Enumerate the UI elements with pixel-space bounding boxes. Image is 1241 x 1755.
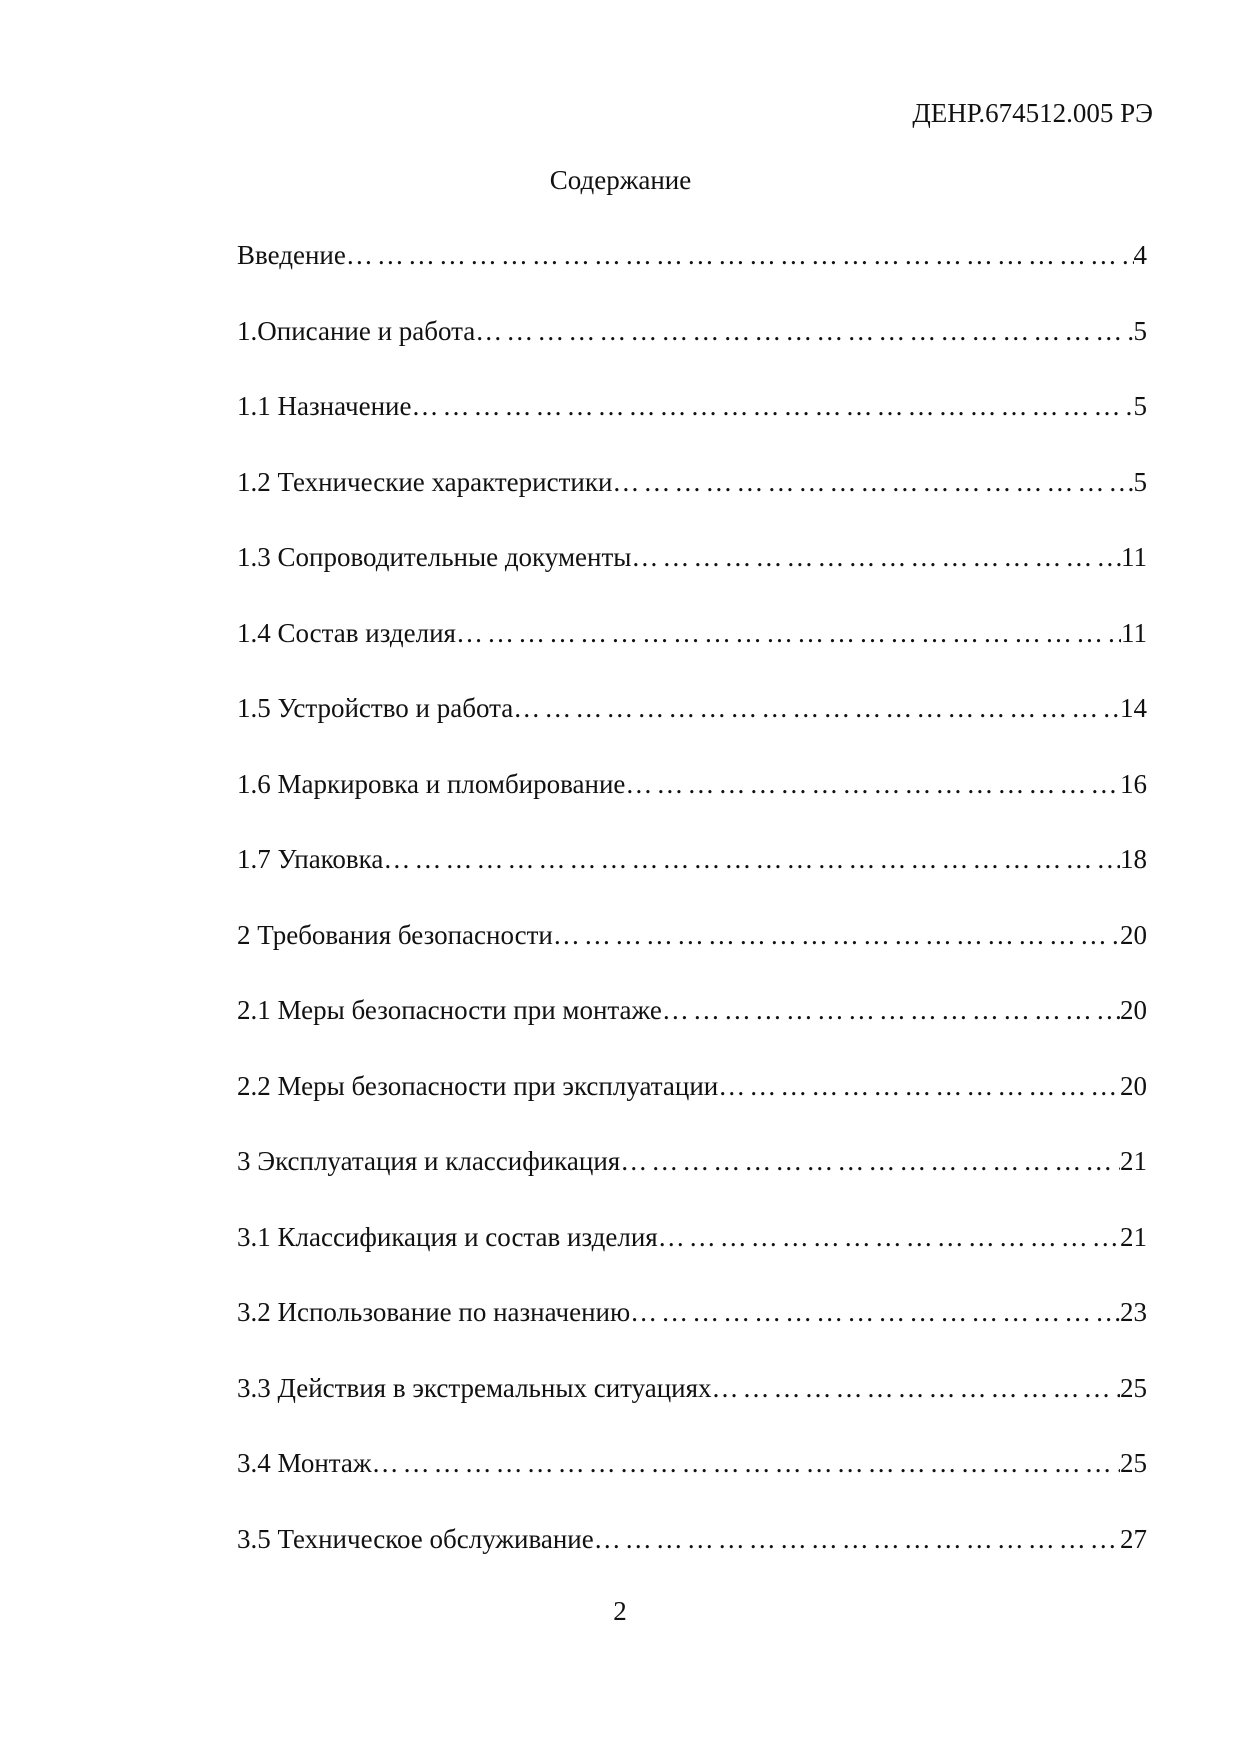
toc-leader-dots (631, 542, 1121, 573)
toc-entry-page: 27 (1120, 1523, 1147, 1554)
toc-entry-page: 25 (1120, 1372, 1147, 1403)
toc-entry[interactable] (237, 391, 1147, 467)
toc-entry-page: 21 (1120, 1146, 1147, 1176)
toc-entry[interactable] (237, 1297, 1147, 1373)
toc-leader-dots (625, 769, 1120, 800)
toc-entry[interactable] (237, 920, 1147, 996)
toc-entry[interactable] (237, 618, 1147, 694)
table-of-contents (237, 240, 1147, 1599)
toc-entry[interactable] (237, 467, 1147, 543)
toc-entry[interactable] (237, 316, 1147, 392)
toc-leader-dots (346, 240, 1134, 271)
toc-entry[interactable] (237, 844, 1147, 920)
toc-entry[interactable] (237, 542, 1147, 618)
toc-entry-page: 20 (1120, 1070, 1147, 1101)
toc-entry[interactable] (237, 995, 1147, 1071)
toc-entry-page: 21 (1120, 1221, 1147, 1252)
toc-entry-page: 11 (1121, 617, 1147, 648)
toc-entry-page: 5 (1133, 315, 1147, 346)
toc-entry[interactable] (237, 1448, 1147, 1524)
toc-entry[interactable] (237, 1146, 1147, 1222)
toc-entry-page: 16 (1120, 768, 1147, 799)
toc-leader-dots (553, 920, 1120, 951)
toc-entry[interactable] (237, 769, 1147, 845)
toc-entry-label: 3 Эксплуатация и классификация (237, 1146, 621, 1176)
toc-entry-page: 20 (1120, 995, 1147, 1025)
toc-leader-dots (411, 391, 1133, 422)
toc-leader-dots (662, 995, 1120, 1026)
toc-entry-label: 1.Описание и работа (237, 315, 476, 346)
toc-entry[interactable] (237, 1222, 1147, 1298)
toc-leader-dots (513, 693, 1120, 724)
toc-entry-label: 3.1 Классификация и состав изделия (237, 1221, 658, 1252)
toc-entry-page: 14 (1120, 693, 1147, 723)
toc-entry-label: 3.3 Действия в экстремальных ситуациях (237, 1372, 712, 1403)
toc-entry-page: 4 (1133, 240, 1147, 270)
toc-leader-dots (594, 1524, 1120, 1555)
toc-leader-dots (612, 467, 1133, 498)
toc-entry-page: 23 (1120, 1297, 1147, 1327)
toc-entry[interactable] (237, 240, 1147, 316)
toc-leader-dots (475, 316, 1133, 347)
toc-entry-label: 2.1 Меры безопасности при монтаже (237, 995, 662, 1025)
toc-entry-page: 5 (1133, 466, 1147, 497)
toc-entry-label: 3.2 Использование по назначению (237, 1297, 631, 1327)
toc-entry-label: 3.5 Техническое обслуживание (237, 1523, 594, 1554)
document-code: ДЕНР.674512.005 РЭ (912, 98, 1153, 128)
toc-leader-dots (456, 618, 1121, 649)
toc-entry-label: 1.6 Маркировка и пломбирование (237, 768, 626, 799)
toc-entry-label: 1.3 Сопроводительные документы (237, 542, 632, 572)
toc-leader-dots (712, 1373, 1120, 1404)
toc-leader-dots (620, 1146, 1120, 1177)
toc-entry-page: 25 (1120, 1448, 1147, 1478)
toc-leader-dots (658, 1222, 1120, 1253)
toc-entry-label: 1.1 Назначение (237, 391, 412, 421)
toc-leader-dots (718, 1071, 1120, 1102)
toc-entry-label: 2 Требования безопасности (237, 919, 553, 950)
toc-entry-label: 3.4 Монтаж (237, 1448, 372, 1478)
toc-entry-label: 1.2 Технические характеристики (237, 466, 613, 497)
toc-entry-label: 1.7 Упаковка (237, 844, 384, 874)
toc-leader-dots (630, 1297, 1120, 1328)
toc-entry-page: 11 (1121, 542, 1147, 572)
toc-entry-label: Введение (237, 240, 346, 270)
toc-entry[interactable] (237, 693, 1147, 769)
page-number: 2 (613, 1596, 627, 1626)
toc-entry-label: 1.5 Устройство и работа (237, 693, 514, 723)
toc-entry-page: 18 (1120, 844, 1147, 874)
toc-entry-label: 1.4 Состав изделия (237, 617, 456, 648)
toc-title: Содержание (549, 165, 692, 195)
toc-entry-page: 20 (1120, 919, 1147, 950)
toc-entry-page: 5 (1133, 391, 1147, 421)
toc-leader-dots (372, 1448, 1120, 1479)
toc-entry-label: 2.2 Меры безопасности при эксплуатации (237, 1070, 719, 1101)
toc-entry[interactable] (237, 1373, 1147, 1449)
toc-entry[interactable] (237, 1071, 1147, 1147)
toc-leader-dots (383, 844, 1120, 875)
toc-entry[interactable] (237, 1524, 1147, 1600)
